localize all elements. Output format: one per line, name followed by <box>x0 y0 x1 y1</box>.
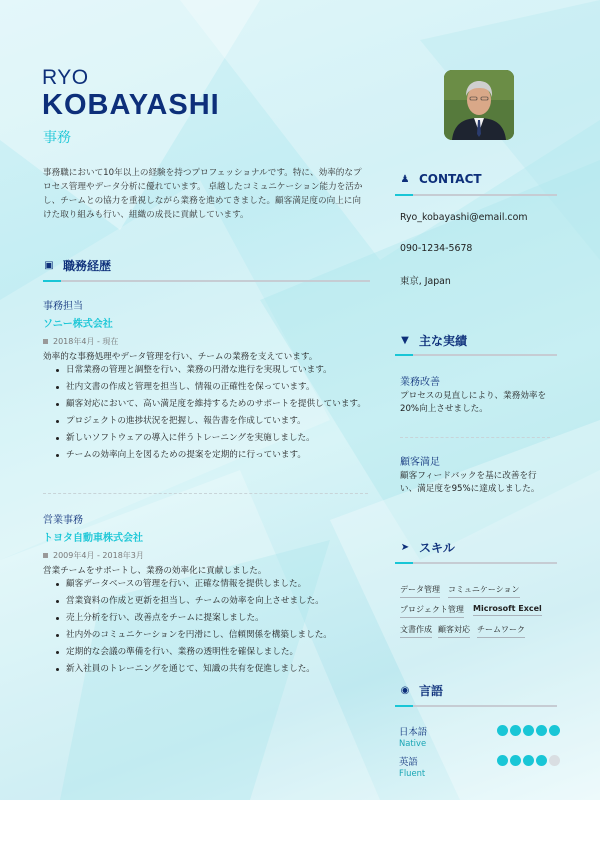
languages-heading-label: 言語 <box>419 684 444 698</box>
job-entry-1 <box>43 297 371 466</box>
last-name: KOBAYASHI <box>42 89 220 121</box>
list-item: 社内外のコミュニケーションを円滑にし、信頼関係を構築しました。 <box>43 629 371 642</box>
contact-underline <box>395 194 557 196</box>
list-item: 定期的な会議の準備を行い、業務の透明性を確保しました。 <box>43 646 371 659</box>
achievements-underline <box>395 354 557 356</box>
job-divider <box>43 493 368 494</box>
achievement-title: 業務改善 <box>400 377 440 388</box>
skill-tag: チームワーク <box>477 624 525 638</box>
skill-tag: Microsoft Excel <box>473 604 542 616</box>
list-item: 営業資料の作成と更新を担当し、チームの効率を向上させました。 <box>43 595 371 608</box>
job-entry-2 <box>43 511 371 680</box>
list-item: 日常業務の管理と調整を行い、業務の円滑な進行を実現しています。 <box>43 364 371 377</box>
job-role: 事務担当 <box>43 301 83 312</box>
globe-icon: ◉ <box>400 685 410 696</box>
job-dates: 2009年4月 - 2018年3月 <box>43 550 371 561</box>
list-item: チームの効率向上を図るための提案を定期的に行っています。 <box>43 449 371 462</box>
job-title: 事務 <box>43 130 71 146</box>
person-icon: ♟ <box>400 173 410 185</box>
rating-dot-empty <box>549 755 560 766</box>
list-item: プロジェクトの進捗状況を把握し、報告書を作成しています。 <box>43 415 371 428</box>
rating-dot-filled <box>497 725 508 736</box>
rating-dot-filled <box>536 755 547 766</box>
calendar-icon <box>43 553 48 558</box>
job-company: トヨタ自動車株式会社 <box>43 533 143 544</box>
first-name: RYO <box>42 66 89 89</box>
experience-heading-label: 職務経歴 <box>63 259 112 273</box>
skill-tag: 文書作成 <box>400 624 432 638</box>
job-description: 効率的な事務処理やデータ管理を行い、チームの業務を支えています。 <box>43 352 318 362</box>
skills-heading-label: スキル <box>419 541 455 555</box>
profile-photo <box>444 70 514 140</box>
language-level: Fluent <box>399 768 426 778</box>
skill-tag: プロジェクト管理 <box>400 604 464 618</box>
skills-heading <box>399 539 455 556</box>
rating-dot-filled <box>510 725 521 736</box>
contact-phone[interactable]: 090-1234-5678 <box>400 243 473 254</box>
achievements-heading-label: 主な実績 <box>419 334 468 348</box>
language-name: 英語 <box>399 757 418 768</box>
language-rating <box>497 755 560 766</box>
list-item: 顧客データベースの管理を行い、正確な情報を提供しました。 <box>43 578 371 591</box>
profile-summary: 事務職において10年以上の経験を持つプロフェッショナルです。特に、効率的なプロセス管理やデータ分析に優れています。 卓越したコミュニケーション能力を活かし、チームとの協力を重視しながら業務を進めてきました。顧客満足度の向上に向けた取り組みも行い、組織の成長に貢献しています。 <box>43 168 363 220</box>
experience-underline <box>43 280 370 282</box>
language-name: 日本語 <box>399 727 428 738</box>
job-bullets <box>43 364 371 462</box>
job-dates: 2018年4月 - 現在 <box>43 336 371 347</box>
briefcase-icon: ▣ <box>44 260 54 271</box>
rating-dot-filled <box>510 755 521 766</box>
achievement-description: 顧客フィードバックを基に改善を行い、満足度を95%に達成しました。 <box>400 471 540 494</box>
job-role: 営業事務 <box>43 515 83 526</box>
language-rating <box>497 725 560 736</box>
contact-heading-label: CONTACT <box>419 172 482 186</box>
skill-tag: データ管理 <box>400 584 440 598</box>
list-item: 社内文書の作成と管理を担当し、情報の正確性を保っています。 <box>43 381 371 394</box>
job-bullets <box>43 578 371 676</box>
job-description: 営業チームをサポートし、業務の効率化に貢献しました。 <box>43 566 267 576</box>
rating-dot-filled <box>523 725 534 736</box>
languages-underline <box>395 705 557 707</box>
rating-dot-filled <box>497 755 508 766</box>
list-item: 売上分析を行い、改善点をチームに提案しました。 <box>43 612 371 625</box>
achievements-heading <box>399 332 467 349</box>
skills-underline <box>395 562 557 564</box>
lightning-icon: ➤ <box>400 542 410 553</box>
list-item: 新入社員のトレーニングを通じて、知識の共有を促進しました。 <box>43 663 371 676</box>
job-company: ソニー株式会社 <box>43 319 113 330</box>
rating-dot-filled <box>523 755 534 766</box>
contact-email[interactable]: Ryo_kobayashi@email.com <box>400 212 528 223</box>
achievement-description: プロセスの見直しにより、業務効率を20%向上させました。 <box>400 391 547 414</box>
calendar-icon <box>43 339 48 344</box>
experience-heading <box>43 257 111 274</box>
achievement-title: 顧客満足 <box>400 457 440 468</box>
list-item: 新しいソフトウェアの導入に伴うトレーニングを実施しました。 <box>43 432 371 445</box>
languages-heading <box>399 682 443 699</box>
rating-dot-filled <box>536 725 547 736</box>
contact-heading <box>399 172 482 186</box>
trophy-icon: ▼ <box>401 335 409 346</box>
contact-location: 東京, Japan <box>400 276 451 287</box>
achievement-divider <box>400 437 550 438</box>
language-level: Native <box>399 738 427 748</box>
skill-tag: コミュニケーション <box>448 584 520 598</box>
rating-dot-filled <box>549 725 560 736</box>
list-item: 顧客対応において、高い満足度を維持するためのサポートを提供しています。 <box>43 398 371 411</box>
skill-tag: 顧客対応 <box>438 624 470 638</box>
